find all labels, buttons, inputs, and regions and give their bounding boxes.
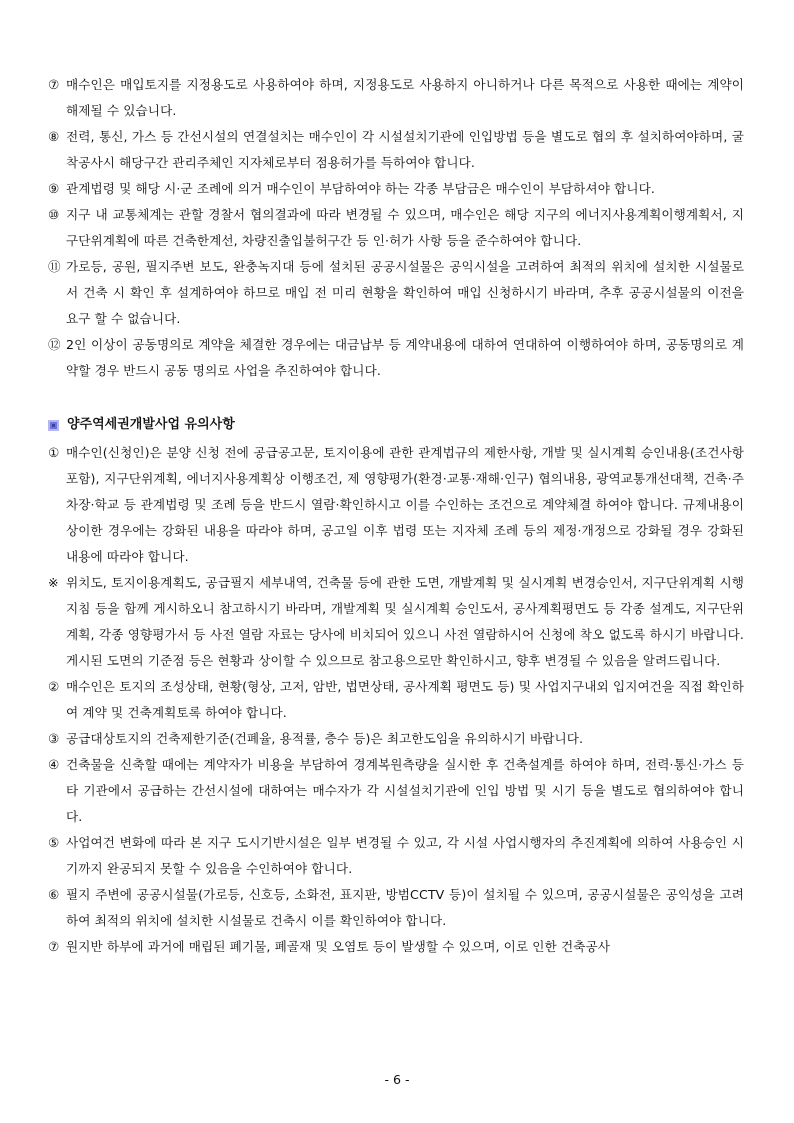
item-text: 매수인(신청인)은 분양 신청 전에 공급공고문, 토지이용에 관한 관계법규의 제한사항, 개발 및 실시계획 승인내용(조건사항 포함), 지구단위계획, 에너지사용계획상 이행조건, 제 영향평가(환경·교통·재해·인구) 협의내용, 광역교통개선대책, 건축·주차장·학교 등 관계법령 및 조례 등을 반드시 열람·확인하시고 이를 수인하는 조건으로 계약체결 하여야 합니다. 규제내용이 상이한 경우에는 강화된 내용을 따라야 하며, 공고일 이후 법령 또는 지자체 조례 등의 제정·개정으로 강화될 경우 강화된 내용에 따라야 합니다.: [66, 445, 744, 564]
item-text: 지구 내 교통체계는 관할 경찰서 협의결과에 따라 변경될 수 있으며, 매수인은 해당 지구의 에너지사용계획이행계획서, 지구단위계획에 따른 건축한계선, 차량진출입불허구간 등 인·허가 사항 등을 준수하여야 합니다.: [66, 207, 744, 248]
document-body: [48, 72, 744, 960]
square-bullet-icon: [48, 420, 59, 431]
item-text: 위치도, 토지이용계획도, 공급필지 세부내역, 건축물 등에 관한 도면, 개발계획 및 실시계획 변경승인서, 지구단위계획 시행지침 등을 함께 게시하오니 참고하시기 바라며, 개발계획 및 실시계획 승인도서, 공사계획평면도 등 각종 설계도, 지구단위계획, 각종 영향평가서 등 사전 열람 자료는 당사에 비치되어 있으니 사전 열람하시어 신청에 착오 없도록 하시기 바랍니다. 게시된 도면의 기준점 등은 현황과 상이할 수 있으므로 참고용으로만 확인하시고, 향후 변경될 수 있음을 알려드립니다.: [66, 575, 744, 668]
list-item: [48, 674, 744, 726]
list-item: [48, 202, 744, 254]
list-item: [48, 830, 744, 882]
item-number: ⑩: [48, 207, 60, 222]
item-text: 공급대상토지의 건축제한기준(건폐율, 용적률, 층수 등)은 최고한도임을 유의하시기 바랍니다.: [66, 731, 584, 746]
item-number: ⑦: [48, 77, 60, 92]
item-text: 관계법령 및 해당 시·군 조례에 의거 매수인이 부담하여야 하는 각종 부담금은 매수인이 부담하셔야 합니다.: [66, 181, 655, 196]
notice-list-top: [48, 72, 744, 384]
item-text: 전력, 통신, 가스 등 간선시설의 연결설치는 매수인이 각 시설설치기관에 인입방법 등을 별도로 협의 후 설치하여야하며, 굴착공사시 해당구간 관리주체인 지자체로부터 점용허가를 득하여야 합니다.: [66, 129, 744, 170]
list-item: [48, 934, 744, 960]
item-number: ⑨: [48, 181, 60, 196]
item-number: ⑦: [48, 939, 60, 954]
section-heading-text: 양주역세권개발사업 유의사항: [67, 417, 235, 432]
item-text: 원지반 하부에 과거에 매립된 폐기물, 폐골재 및 오염토 등이 발생할 수 있으며, 이로 인한 건축공사: [66, 939, 611, 954]
item-number: ⑧: [48, 129, 60, 144]
list-item: [48, 440, 744, 570]
item-number: ※: [48, 575, 59, 590]
section-heading: [48, 412, 744, 438]
list-item: [48, 332, 744, 384]
item-text: 건축물을 신축할 때에는 계약자가 비용을 부담하여 경계복원측량을 실시한 후 건축설계를 하여야 하며, 전력·통신·가스 등 타 기관에서 공급하는 간선시설에 대하여는 매수자가 각 시설설치기관에 인입 방법 및 시기 등을 별도로 협의하여야 합니다.: [66, 757, 744, 824]
list-item: [48, 124, 744, 176]
list-item: [48, 72, 744, 124]
item-number: ②: [48, 679, 60, 694]
section-spacer: [48, 384, 744, 412]
item-number: ④: [48, 757, 60, 772]
list-item: [48, 882, 744, 934]
item-text: 가로등, 공원, 필지주변 보도, 완충녹지대 등에 설치된 공공시설물은 공익시설을 고려하여 최적의 위치에 설치한 시설물로서 건축 시 확인 후 설계하여야 하므로 매입 전 미리 현황을 확인하여 매입 신청하시기 바라며, 추후 공공시설물의 이전을 요구 할 수 없습니다.: [66, 259, 744, 326]
list-item: [48, 752, 744, 830]
item-number: ⑤: [48, 835, 60, 850]
item-text: 매수인은 매입토지를 지정용도로 사용하여야 하며, 지정용도로 사용하지 아니하거나 다른 목적으로 사용한 때에는 계약이 해제될 수 있습니다.: [66, 77, 744, 118]
list-item: [48, 176, 744, 202]
item-text: 2인 이상이 공동명의로 계약을 체결한 경우에는 대금납부 등 계약내용에 대하여 연대하여 이행하여야 하며, 공동명의로 계약할 경우 반드시 공동 명의로 사업을 추진하여야 합니다.: [66, 337, 744, 378]
item-number: ⑥: [48, 887, 60, 902]
item-number: ③: [48, 731, 60, 746]
list-item: [48, 570, 744, 674]
item-number: ①: [48, 445, 60, 460]
page-number: - 6 -: [384, 1072, 410, 1087]
item-text: 사업여건 변화에 따라 본 지구 도시기반시설은 일부 변경될 수 있고, 각 시설 사업시행자의 추진계획에 의하여 사용승인 시기까지 완공되지 못할 수 있음을 수인하여야 합니다.: [66, 835, 744, 876]
item-number: ⑫: [48, 337, 61, 352]
list-item: [48, 254, 744, 332]
notice-list-main: [48, 440, 744, 960]
item-text: 필지 주변에 공공시설물(가로등, 신호등, 소화전, 표지판, 방범CCTV 등)이 설치될 수 있으며, 공공시설물은 공익성을 고려하여 최적의 위치에 설치한 시설물로 건축시 이를 확인하여야 합니다.: [66, 887, 744, 928]
item-text: 매수인은 토지의 조성상태, 현황(형상, 고저, 암반, 법면상태, 공사계획 평면도 등) 및 사업지구내외 입지여건을 직접 확인하여 계약 및 건축계획토록 하여야 합니다.: [66, 679, 744, 720]
item-number: ⑪: [48, 259, 61, 274]
list-item: [48, 726, 744, 752]
